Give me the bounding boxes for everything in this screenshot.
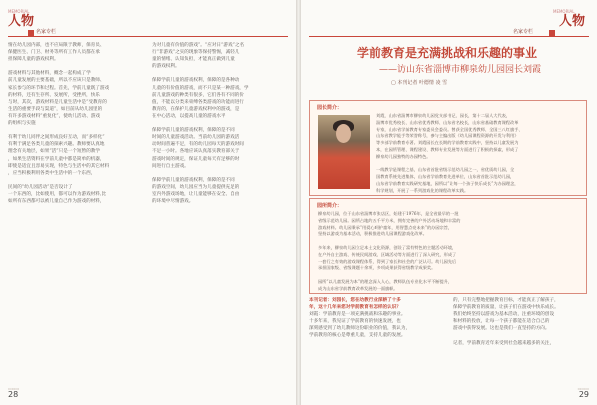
text-line: 不足一小时。各地应该认真落实教育部关于 — [152, 149, 240, 155]
text-line: 有许多游戏材料“重复化”，使幼儿活动、游戏 — [8, 113, 100, 119]
text-line: 刘霞：学前教育是一项充满挑战和乐趣的事业。 — [309, 312, 406, 318]
text-line: 值，不能以分类来束缚各类游戏的功能而进行 — [152, 99, 244, 105]
text-line: 等多部学前教育专著。刘霞园长在长期的学前教育实践中，坚持以儿童发展为 — [376, 140, 519, 146]
text-line: 时间的儿童游戏活动。当前幼儿园的游戏活 — [152, 135, 240, 141]
text-line: 家长参与的环节和过程。首先，学前儿童既了游戏 — [8, 85, 110, 91]
header-subsection: 名家专栏 — [513, 29, 534, 35]
header-rule — [8, 36, 288, 37]
text-line: 理念有关地层，如果“活”只是一个短暂的教学 — [8, 149, 100, 155]
text-line: 本刊记者：刘园长，您在幼教行业深耕了十多 — [309, 298, 401, 303]
text-line: 教育的，在保护儿童游戏权利中的游戏，是 — [152, 106, 240, 112]
text-line: 儿童的有价值的游戏，而不只是某一种游戏，学 — [152, 85, 249, 91]
article-byline: ▢ 本刊记者 叶德情 凌 雪 — [391, 80, 448, 86]
text-line: 保障学前教育的质量，让孩子们在游戏中快乐成长。 — [453, 305, 559, 311]
text-line: 游戏中获得发展。这也是我们一直坚持的方向。 — [453, 326, 550, 332]
principal-profile-panel — [309, 100, 587, 196]
text-line: 刘霞，山东省淄博市柳泉幼儿园党支部书记、园长，第十二届人大代表， — [376, 113, 511, 118]
kindergarten-profile-panel — [309, 198, 587, 294]
text-line: 前儿童游戏的种类有很多，它们各有不同的价 — [152, 92, 244, 98]
page-number-left: 28 — [8, 390, 19, 399]
interview-column-2 — [453, 297, 589, 347]
text-line: 童的情绪、认知负担，才能真正做到儿童 — [152, 57, 235, 63]
text-line — [453, 332, 589, 339]
text-line — [318, 238, 580, 245]
header-rule — [309, 36, 589, 37]
text-line: 与时，其次，游戏材料是儿童生活中是“受教育的 — [8, 99, 107, 105]
text-line: 如所有东西都可以被儿童自己作为游戏的材料， — [8, 199, 105, 205]
text-line: 国教育系统先进集体，山东省学前教育先进单位，山东省首批示范幼儿园， — [376, 174, 515, 180]
text-line: 保障学前儿童的游戏权利，保障的是不同 — [152, 128, 235, 134]
header-tag: MEMORIAL — [8, 9, 30, 14]
text-line: 承担国家级、省级课题十余项，多项成果获得省级教学成果奖。 — [318, 265, 436, 271]
text-line: 记者，学前教育近年来受到社会越来越多的关注， — [453, 340, 555, 346]
header-subsection: 名家专栏 — [36, 29, 57, 35]
text-line: 室内外游戏场地，让儿童能够在安全、自由 — [152, 191, 240, 197]
text-line: 省级示范幼儿园。园所占地约五千平方米，拥有完善的户外活动场地和丰富的 — [318, 217, 461, 223]
header-tag: MEMORIAL — [553, 9, 575, 14]
text-line: 淄博市优秀校长、山东省优秀教师、山东省名校长，山东省基础教育课程改革 — [376, 119, 519, 125]
text-line: 保障学前儿童的游戏权利，保障的是各种动 — [152, 78, 240, 84]
text-line: 的组织与实施 — [8, 121, 36, 127]
text-line: 园所“以儿童发展为本”的理念深入人心，教师队伍专业化水平不断提升， — [318, 278, 453, 284]
text-line — [8, 127, 142, 134]
text-line: 的环境中尽情游戏。 — [152, 199, 194, 205]
right-page-header — [301, 8, 597, 38]
text-line: 山东省学前教育实践研究基地，园所以“让每一个孩子快乐成长”为办园理念， — [376, 180, 519, 186]
text-line: ，如果生活资料在学前儿童中都是简单的机器， — [8, 156, 105, 162]
text-line: 多年来，柳泉幼儿园立足本土文化资源，创设了富有特色的主题活动环境， — [318, 244, 457, 250]
text-line: 行“非游戏”之实的现象等保持警惕，减轻儿 — [152, 50, 240, 56]
text-line: ，应当积极利用各类中生活中的一个东西， — [8, 170, 96, 176]
left-column-2 — [152, 42, 288, 205]
text-line: 专家，山东省学前教育专家委员会委员。曾获全国优秀教师、全国三八红旗手、 — [376, 126, 523, 132]
text-line: 的游戏权利。 — [152, 64, 180, 70]
text-line: 我们始终坚持以游戏为基本活动，注重环境的创设 — [453, 312, 555, 318]
text-line — [152, 120, 288, 127]
text-line: 保健医生、门卫、财务等所有工作人员都在承 — [8, 50, 100, 56]
panel-title: 园长简介： — [317, 105, 343, 111]
left-column-1 — [8, 42, 142, 205]
text-line: 为对儿童有价值的游戏”。“应对日“游戏”之名 — [152, 43, 245, 48]
text-line: 保障学前儿童的游戏权利，保障的是不同 — [152, 177, 235, 183]
principal-photo — [318, 115, 370, 189]
footer-logo: ▭▭▭ — [577, 386, 589, 391]
article-title: 学前教育是充满挑战和乐趣的事业 — [357, 46, 538, 60]
text-line: 一套行之有效的游戏课程体系，得到了家长和社会的广泛认可。幼儿园先后 — [318, 258, 457, 264]
text-line: 游戏时间的规定，保证儿童每天有足够的时 — [152, 156, 240, 162]
page-number-right: 29 — [578, 390, 589, 399]
text-line: 有利于幼儿同伴之间形成良好互动，而“多样化” — [8, 135, 105, 141]
text-line: 即使是适宜且容易实现，特色与生活中的其它材料 — [8, 163, 110, 169]
text-line: 情在幼儿园内部，也不应局限于教师，保育员、 — [8, 43, 105, 48]
text-line: 科学规划，开展了一系列游戏化的课程改革实践。 — [376, 187, 469, 193]
header-section: 人物 — [559, 14, 586, 29]
text-line: 一个东西的，比如使用，都可以作为游戏材料,比 — [8, 191, 106, 197]
text-line: 山东省教学能手等荣誉称号，参与主编出版《幼儿园课程资源的开发与利用》 — [376, 133, 519, 139]
panel-body — [376, 113, 582, 195]
left-page-header — [0, 8, 296, 38]
text-line: 学前教育的核心是尊重儿童，支持儿童的发展。 — [309, 333, 406, 339]
interview-column-1 — [309, 297, 443, 340]
text-line: 的材料，还有生存所、发展所，受挫所，快乐 — [8, 92, 100, 98]
text-line — [318, 272, 580, 279]
text-line: 游戏材料。幼儿园秉承“用爱心呵护童年，用智慧点亮未来”的办园宗旨， — [318, 224, 453, 230]
text-line: 前儿童发展的主要基础，所以不应该只是教师、 — [8, 78, 105, 84]
text-line: 本，在园所管理、课程建设、教师专业发展等方面进行了积极的探索，形成了 — [376, 146, 519, 152]
header-section: 人物 — [8, 14, 35, 29]
text-line — [152, 170, 288, 177]
text-line — [8, 63, 142, 70]
article-subtitle: ——访山东省淄博市柳泉幼儿园园长刘霞 — [379, 65, 542, 75]
text-line: 在户外自主游戏、传统民间游戏、区域活动等方面进行了深入研究，形成了 — [318, 251, 457, 257]
footer-logo: ▭▭▭ — [8, 386, 20, 391]
text-line — [376, 161, 582, 168]
text-line: 深刻感受到了幼儿教师这份职业的价值，我认为， — [309, 326, 411, 332]
text-line: 柳泉幼儿园独特的办园特色。 — [376, 153, 431, 159]
panel-title: 园所简介： — [317, 203, 343, 209]
text-line: 的，只有完整地把握教育目标，才能真正了解孩子， — [453, 298, 559, 303]
right-page — [301, 0, 597, 405]
text-line: 一线教学是课程之基，山东省首批省级示范幼儿园之一，省优质幼儿园，全 — [376, 167, 515, 173]
text-line: 在中心活动，以提高儿童的游戏水平 — [152, 113, 226, 119]
text-line: 间进行自主游戏。 — [152, 163, 189, 169]
left-page — [0, 0, 296, 405]
text-line: 游戏材料与其他材料，概念一起构成了学 — [8, 71, 91, 77]
text-line: 成为山东省学前教育改革发展的一面旗帜。 — [318, 285, 398, 291]
text-line: 有利于满足各类儿童的探索兴趣。教师要认真地 — [8, 142, 105, 148]
text-line: 的游戏空间，幼儿园应当为儿童提供充足的 — [152, 184, 240, 190]
text-line: 民间的“幼儿园活动”是否设计了 — [8, 184, 73, 190]
text-line: 坚持以游戏为基本活动，积极推进幼儿园课程游戏化改革。 — [318, 231, 427, 237]
panel-body — [318, 211, 580, 293]
text-line: 动时间普遍不足，有的幼儿园每天的游戏时间 — [152, 142, 244, 148]
text-line: 生活的重要手段与渠道”，如目前从幼儿园里的 — [8, 106, 103, 112]
text-line: 和材料的投放，让每一个孩子都能在适合自己的 — [453, 319, 550, 325]
text-line: 年，这十几年来您对学前教育有怎样的认识？ — [309, 305, 401, 311]
text-line: 十多年来，我见证了学前教育的快速发展，也 — [309, 319, 401, 325]
text-line: 柳泉幼儿园，位于山东省淄博市张店区，始建于1976年，是全省最早的一批 — [318, 211, 459, 216]
text-line: 担保障儿童的游戏权利。 — [8, 57, 59, 63]
text-line — [152, 70, 288, 77]
text-line — [8, 177, 142, 184]
